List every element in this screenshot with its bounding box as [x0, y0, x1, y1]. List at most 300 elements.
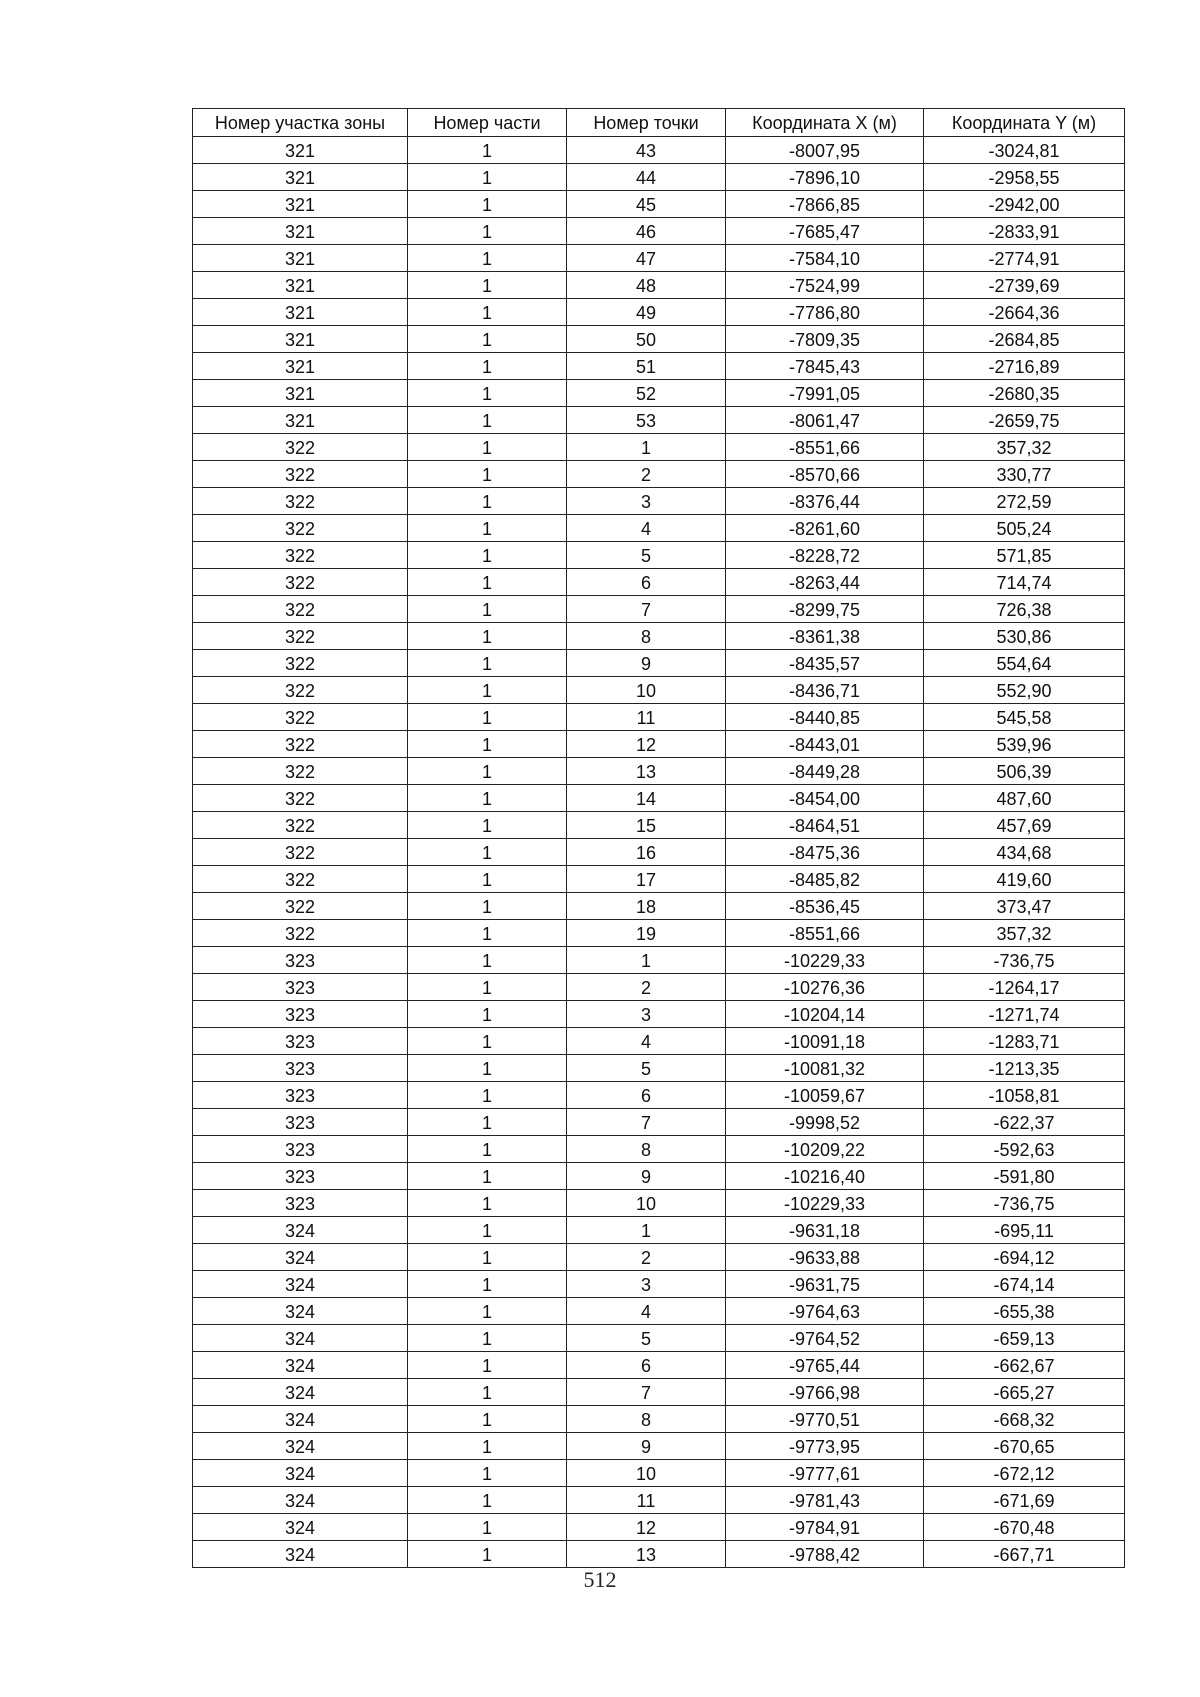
part-number-cell: 1 [408, 1001, 567, 1028]
point-number-cell: 53 [567, 407, 726, 434]
point-number-cell: 51 [567, 353, 726, 380]
table-row [193, 650, 1125, 677]
part-number-cell: 1 [408, 866, 567, 893]
zone-section-number-cell: 324 [193, 1487, 408, 1514]
point-number-cell: 18 [567, 893, 726, 920]
point-number-cell: 16 [567, 839, 726, 866]
table-row [193, 623, 1125, 650]
coordinate-y-cell: -2716,89 [924, 353, 1125, 380]
coordinate-y-cell: -662,67 [924, 1352, 1125, 1379]
part-number-cell: 1 [408, 488, 567, 515]
coordinate-x-cell: -8299,75 [726, 596, 924, 623]
coordinate-y-cell: -736,75 [924, 1190, 1125, 1217]
header-coordinate-x: Координата X (м) [726, 109, 924, 137]
part-number-cell: 1 [408, 1541, 567, 1568]
table-row [193, 218, 1125, 245]
part-number-cell: 1 [408, 1136, 567, 1163]
table-row [193, 947, 1125, 974]
part-number-cell: 1 [408, 218, 567, 245]
part-number-cell: 1 [408, 407, 567, 434]
part-number-cell: 1 [408, 785, 567, 812]
coordinate-x-cell: -8536,45 [726, 893, 924, 920]
coordinate-x-cell: -8440,85 [726, 704, 924, 731]
zone-section-number-cell: 321 [193, 299, 408, 326]
point-number-cell: 3 [567, 1271, 726, 1298]
coordinate-y-cell: -2739,69 [924, 272, 1125, 299]
table-row [193, 893, 1125, 920]
part-number-cell: 1 [408, 1352, 567, 1379]
part-number-cell: 1 [408, 164, 567, 191]
table-row [193, 920, 1125, 947]
table-row [193, 1136, 1125, 1163]
coordinate-y-cell: -1264,17 [924, 974, 1125, 1001]
coordinate-x-cell: -8376,44 [726, 488, 924, 515]
coordinate-x-cell: -9788,42 [726, 1541, 924, 1568]
table-row [193, 974, 1125, 1001]
coordinate-x-cell: -7845,43 [726, 353, 924, 380]
point-number-cell: 9 [567, 1433, 726, 1460]
zone-section-number-cell: 323 [193, 974, 408, 1001]
coordinate-x-cell: -8061,47 [726, 407, 924, 434]
part-number-cell: 1 [408, 947, 567, 974]
point-number-cell: 10 [567, 1460, 726, 1487]
coordinate-y-cell: -694,12 [924, 1244, 1125, 1271]
part-number-cell: 1 [408, 191, 567, 218]
table-row [193, 1217, 1125, 1244]
coordinate-y-cell: 272,59 [924, 488, 1125, 515]
zone-section-number-cell: 322 [193, 866, 408, 893]
point-number-cell: 4 [567, 1298, 726, 1325]
part-number-cell: 1 [408, 1325, 567, 1352]
coordinate-x-cell: -9781,43 [726, 1487, 924, 1514]
header-point-number: Номер точки [567, 109, 726, 137]
coordinate-x-cell: -8007,95 [726, 137, 924, 164]
zone-section-number-cell: 321 [193, 326, 408, 353]
coordinate-x-cell: -8435,57 [726, 650, 924, 677]
point-number-cell: 9 [567, 650, 726, 677]
coordinate-x-cell: -8570,66 [726, 461, 924, 488]
point-number-cell: 17 [567, 866, 726, 893]
part-number-cell: 1 [408, 596, 567, 623]
table-row [193, 164, 1125, 191]
coordinate-x-cell: -7584,10 [726, 245, 924, 272]
zone-section-number-cell: 324 [193, 1298, 408, 1325]
part-number-cell: 1 [408, 812, 567, 839]
coordinate-y-cell: -2942,00 [924, 191, 1125, 218]
point-number-cell: 3 [567, 488, 726, 515]
point-number-cell: 11 [567, 1487, 726, 1514]
header-zone-section-number: Номер участка зоны [193, 109, 408, 137]
point-number-cell: 1 [567, 1217, 726, 1244]
coordinate-y-cell: -2958,55 [924, 164, 1125, 191]
coordinate-y-cell: -591,80 [924, 1163, 1125, 1190]
coordinate-x-cell: -10216,40 [726, 1163, 924, 1190]
part-number-cell: 1 [408, 1271, 567, 1298]
part-number-cell: 1 [408, 245, 567, 272]
part-number-cell: 1 [408, 893, 567, 920]
zone-section-number-cell: 322 [193, 461, 408, 488]
coordinate-x-cell: -9631,75 [726, 1271, 924, 1298]
coordinates-table [192, 108, 1125, 1568]
point-number-cell: 4 [567, 1028, 726, 1055]
zone-section-number-cell: 324 [193, 1433, 408, 1460]
point-number-cell: 47 [567, 245, 726, 272]
zone-section-number-cell: 322 [193, 920, 408, 947]
part-number-cell: 1 [408, 380, 567, 407]
coordinate-y-cell: 505,24 [924, 515, 1125, 542]
part-number-cell: 1 [408, 650, 567, 677]
point-number-cell: 45 [567, 191, 726, 218]
table-row [193, 1298, 1125, 1325]
coordinate-x-cell: -8436,71 [726, 677, 924, 704]
coordinate-y-cell: -2664,36 [924, 299, 1125, 326]
coordinate-y-cell: 726,38 [924, 596, 1125, 623]
coordinate-x-cell: -9631,18 [726, 1217, 924, 1244]
coordinate-x-cell: -8228,72 [726, 542, 924, 569]
coordinate-y-cell: 357,32 [924, 434, 1125, 461]
part-number-cell: 1 [408, 731, 567, 758]
point-number-cell: 11 [567, 704, 726, 731]
coordinate-x-cell: -7786,80 [726, 299, 924, 326]
header-coordinate-y: Координата Y (м) [924, 109, 1125, 137]
part-number-cell: 1 [408, 1487, 567, 1514]
coordinate-x-cell: -10209,22 [726, 1136, 924, 1163]
coordinate-x-cell: -9998,52 [726, 1109, 924, 1136]
coordinate-x-cell: -8485,82 [726, 866, 924, 893]
coordinate-y-cell: 554,64 [924, 650, 1125, 677]
table-row [193, 812, 1125, 839]
zone-section-number-cell: 324 [193, 1541, 408, 1568]
coordinate-y-cell: -736,75 [924, 947, 1125, 974]
zone-section-number-cell: 324 [193, 1325, 408, 1352]
zone-section-number-cell: 321 [193, 245, 408, 272]
table-row [193, 1460, 1125, 1487]
table-row [193, 1244, 1125, 1271]
coordinate-y-cell: -667,71 [924, 1541, 1125, 1568]
page-number: 512 [583, 1567, 617, 1592]
header-row [193, 109, 1125, 137]
table-row [193, 353, 1125, 380]
part-number-cell: 1 [408, 1109, 567, 1136]
zone-section-number-cell: 322 [193, 758, 408, 785]
zone-section-number-cell: 321 [193, 137, 408, 164]
coordinate-y-cell: 552,90 [924, 677, 1125, 704]
coordinate-x-cell: -8475,36 [726, 839, 924, 866]
zone-section-number-cell: 322 [193, 839, 408, 866]
coordinate-x-cell: -9773,95 [726, 1433, 924, 1460]
zone-section-number-cell: 324 [193, 1460, 408, 1487]
coordinate-x-cell: -10204,14 [726, 1001, 924, 1028]
coordinate-y-cell: -668,32 [924, 1406, 1125, 1433]
coordinate-y-cell: -672,12 [924, 1460, 1125, 1487]
point-number-cell: 8 [567, 1136, 726, 1163]
coordinate-y-cell: 539,96 [924, 731, 1125, 758]
zone-section-number-cell: 321 [193, 380, 408, 407]
coordinate-x-cell: -9784,91 [726, 1514, 924, 1541]
point-number-cell: 12 [567, 731, 726, 758]
point-number-cell: 6 [567, 1082, 726, 1109]
point-number-cell: 13 [567, 758, 726, 785]
table-row [193, 407, 1125, 434]
coordinate-x-cell: -8261,60 [726, 515, 924, 542]
part-number-cell: 1 [408, 1163, 567, 1190]
coordinate-x-cell: -7685,47 [726, 218, 924, 245]
zone-section-number-cell: 322 [193, 596, 408, 623]
part-number-cell: 1 [408, 569, 567, 596]
table-row [193, 731, 1125, 758]
table-row [193, 677, 1125, 704]
point-number-cell: 1 [567, 947, 726, 974]
point-number-cell: 4 [567, 515, 726, 542]
zone-section-number-cell: 322 [193, 623, 408, 650]
coordinate-y-cell: -622,37 [924, 1109, 1125, 1136]
zone-section-number-cell: 323 [193, 1028, 408, 1055]
table-row [193, 1325, 1125, 1352]
zone-section-number-cell: 322 [193, 569, 408, 596]
table-row [193, 1271, 1125, 1298]
point-number-cell: 8 [567, 1406, 726, 1433]
point-number-cell: 9 [567, 1163, 726, 1190]
zone-section-number-cell: 324 [193, 1217, 408, 1244]
zone-section-number-cell: 322 [193, 893, 408, 920]
table-row [193, 1190, 1125, 1217]
part-number-cell: 1 [408, 1190, 567, 1217]
part-number-cell: 1 [408, 1055, 567, 1082]
point-number-cell: 48 [567, 272, 726, 299]
table-row [193, 191, 1125, 218]
coordinate-y-cell: 434,68 [924, 839, 1125, 866]
coordinate-y-cell: 419,60 [924, 866, 1125, 893]
coordinate-y-cell: -2680,35 [924, 380, 1125, 407]
point-number-cell: 44 [567, 164, 726, 191]
table-row [193, 1109, 1125, 1136]
point-number-cell: 5 [567, 1055, 726, 1082]
coordinate-x-cell: -10081,32 [726, 1055, 924, 1082]
coordinate-y-cell: 714,74 [924, 569, 1125, 596]
point-number-cell: 49 [567, 299, 726, 326]
zone-section-number-cell: 324 [193, 1271, 408, 1298]
table-row [193, 866, 1125, 893]
coordinate-y-cell: 357,32 [924, 920, 1125, 947]
part-number-cell: 1 [408, 137, 567, 164]
point-number-cell: 6 [567, 1352, 726, 1379]
point-number-cell: 13 [567, 1541, 726, 1568]
zone-section-number-cell: 321 [193, 191, 408, 218]
zone-section-number-cell: 322 [193, 731, 408, 758]
zone-section-number-cell: 322 [193, 677, 408, 704]
coordinate-y-cell: 571,85 [924, 542, 1125, 569]
table-row [193, 488, 1125, 515]
coordinate-x-cell: -10059,67 [726, 1082, 924, 1109]
coordinate-y-cell: -592,63 [924, 1136, 1125, 1163]
coordinate-y-cell: -671,69 [924, 1487, 1125, 1514]
part-number-cell: 1 [408, 1244, 567, 1271]
part-number-cell: 1 [408, 974, 567, 1001]
zone-section-number-cell: 321 [193, 353, 408, 380]
coordinate-y-cell: -674,14 [924, 1271, 1125, 1298]
point-number-cell: 6 [567, 569, 726, 596]
coordinate-x-cell: -7866,85 [726, 191, 924, 218]
coordinate-y-cell: -670,65 [924, 1433, 1125, 1460]
coordinate-x-cell: -10229,33 [726, 947, 924, 974]
coordinate-x-cell: -8443,01 [726, 731, 924, 758]
zone-section-number-cell: 323 [193, 1109, 408, 1136]
part-number-cell: 1 [408, 839, 567, 866]
coordinate-x-cell: -9777,61 [726, 1460, 924, 1487]
table-row [193, 839, 1125, 866]
table-row [193, 245, 1125, 272]
zone-section-number-cell: 323 [193, 1190, 408, 1217]
part-number-cell: 1 [408, 299, 567, 326]
part-number-cell: 1 [408, 326, 567, 353]
zone-section-number-cell: 321 [193, 218, 408, 245]
coordinate-y-cell: 530,86 [924, 623, 1125, 650]
coordinate-x-cell: -9764,52 [726, 1325, 924, 1352]
point-number-cell: 43 [567, 137, 726, 164]
part-number-cell: 1 [408, 758, 567, 785]
zone-section-number-cell: 321 [193, 164, 408, 191]
coordinate-y-cell: 457,69 [924, 812, 1125, 839]
coordinate-y-cell: -3024,81 [924, 137, 1125, 164]
table-row [193, 326, 1125, 353]
part-number-cell: 1 [408, 704, 567, 731]
coordinate-y-cell: -1058,81 [924, 1082, 1125, 1109]
coordinate-y-cell: -2659,75 [924, 407, 1125, 434]
table-row [193, 137, 1125, 164]
point-number-cell: 2 [567, 461, 726, 488]
zone-section-number-cell: 323 [193, 1163, 408, 1190]
point-number-cell: 3 [567, 1001, 726, 1028]
table-header [193, 109, 1125, 137]
zone-section-number-cell: 322 [193, 704, 408, 731]
coordinate-x-cell: -8454,00 [726, 785, 924, 812]
coordinate-x-cell: -7524,99 [726, 272, 924, 299]
table-row [193, 758, 1125, 785]
coordinate-x-cell: -9633,88 [726, 1244, 924, 1271]
coordinate-x-cell: -10229,33 [726, 1190, 924, 1217]
table-row [193, 785, 1125, 812]
zone-section-number-cell: 322 [193, 434, 408, 461]
table-row [193, 299, 1125, 326]
coordinate-y-cell: -2774,91 [924, 245, 1125, 272]
table-row [193, 1514, 1125, 1541]
zone-section-number-cell: 324 [193, 1352, 408, 1379]
table-row [193, 461, 1125, 488]
table-row [193, 1541, 1125, 1568]
coordinate-x-cell: -8551,66 [726, 434, 924, 461]
coordinate-x-cell: -9765,44 [726, 1352, 924, 1379]
table-row [193, 1406, 1125, 1433]
point-number-cell: 7 [567, 1379, 726, 1406]
part-number-cell: 1 [408, 272, 567, 299]
point-number-cell: 14 [567, 785, 726, 812]
zone-section-number-cell: 324 [193, 1514, 408, 1541]
coordinate-x-cell: -8464,51 [726, 812, 924, 839]
zone-section-number-cell: 322 [193, 515, 408, 542]
zone-section-number-cell: 321 [193, 407, 408, 434]
part-number-cell: 1 [408, 623, 567, 650]
coordinate-x-cell: -7809,35 [726, 326, 924, 353]
coordinate-y-cell: -665,27 [924, 1379, 1125, 1406]
coordinate-y-cell: 330,77 [924, 461, 1125, 488]
coordinate-y-cell: 487,60 [924, 785, 1125, 812]
point-number-cell: 10 [567, 677, 726, 704]
table-row [193, 542, 1125, 569]
coordinate-x-cell: -9764,63 [726, 1298, 924, 1325]
zone-section-number-cell: 322 [193, 650, 408, 677]
table-row [193, 272, 1125, 299]
part-number-cell: 1 [408, 353, 567, 380]
zone-section-number-cell: 324 [193, 1406, 408, 1433]
coordinate-y-cell: 545,58 [924, 704, 1125, 731]
coordinate-y-cell: -2684,85 [924, 326, 1125, 353]
table-row [193, 1028, 1125, 1055]
point-number-cell: 50 [567, 326, 726, 353]
part-number-cell: 1 [408, 920, 567, 947]
point-number-cell: 7 [567, 1109, 726, 1136]
point-number-cell: 12 [567, 1514, 726, 1541]
header-part-number: Номер части [408, 109, 567, 137]
part-number-cell: 1 [408, 542, 567, 569]
coordinate-y-cell: 373,47 [924, 893, 1125, 920]
coordinate-y-cell: -655,38 [924, 1298, 1125, 1325]
zone-section-number-cell: 322 [193, 785, 408, 812]
point-number-cell: 2 [567, 1244, 726, 1271]
zone-section-number-cell: 323 [193, 1082, 408, 1109]
coordinate-y-cell: -1271,74 [924, 1001, 1125, 1028]
table-row [193, 1163, 1125, 1190]
coordinate-x-cell: -8551,66 [726, 920, 924, 947]
coordinate-x-cell: -7896,10 [726, 164, 924, 191]
point-number-cell: 46 [567, 218, 726, 245]
coordinate-x-cell: -8361,38 [726, 623, 924, 650]
zone-section-number-cell: 324 [193, 1244, 408, 1271]
part-number-cell: 1 [408, 1217, 567, 1244]
zone-section-number-cell: 321 [193, 272, 408, 299]
zone-section-number-cell: 322 [193, 542, 408, 569]
point-number-cell: 2 [567, 974, 726, 1001]
table-body [193, 137, 1125, 1568]
zone-section-number-cell: 323 [193, 1136, 408, 1163]
part-number-cell: 1 [408, 1028, 567, 1055]
part-number-cell: 1 [408, 434, 567, 461]
point-number-cell: 19 [567, 920, 726, 947]
point-number-cell: 10 [567, 1190, 726, 1217]
point-number-cell: 1 [567, 434, 726, 461]
part-number-cell: 1 [408, 1379, 567, 1406]
table-row [193, 1433, 1125, 1460]
zone-section-number-cell: 323 [193, 1055, 408, 1082]
table-row [193, 596, 1125, 623]
part-number-cell: 1 [408, 461, 567, 488]
part-number-cell: 1 [408, 1460, 567, 1487]
coordinate-y-cell: -2833,91 [924, 218, 1125, 245]
coordinate-x-cell: -8449,28 [726, 758, 924, 785]
point-number-cell: 7 [567, 596, 726, 623]
part-number-cell: 1 [408, 677, 567, 704]
point-number-cell: 5 [567, 542, 726, 569]
table-row [193, 1082, 1125, 1109]
table-row [193, 1055, 1125, 1082]
coordinate-x-cell: -10091,18 [726, 1028, 924, 1055]
part-number-cell: 1 [408, 1298, 567, 1325]
table-row [193, 1379, 1125, 1406]
point-number-cell: 52 [567, 380, 726, 407]
table-row [193, 704, 1125, 731]
coordinate-y-cell: -1283,71 [924, 1028, 1125, 1055]
zone-section-number-cell: 322 [193, 812, 408, 839]
table-row [193, 569, 1125, 596]
